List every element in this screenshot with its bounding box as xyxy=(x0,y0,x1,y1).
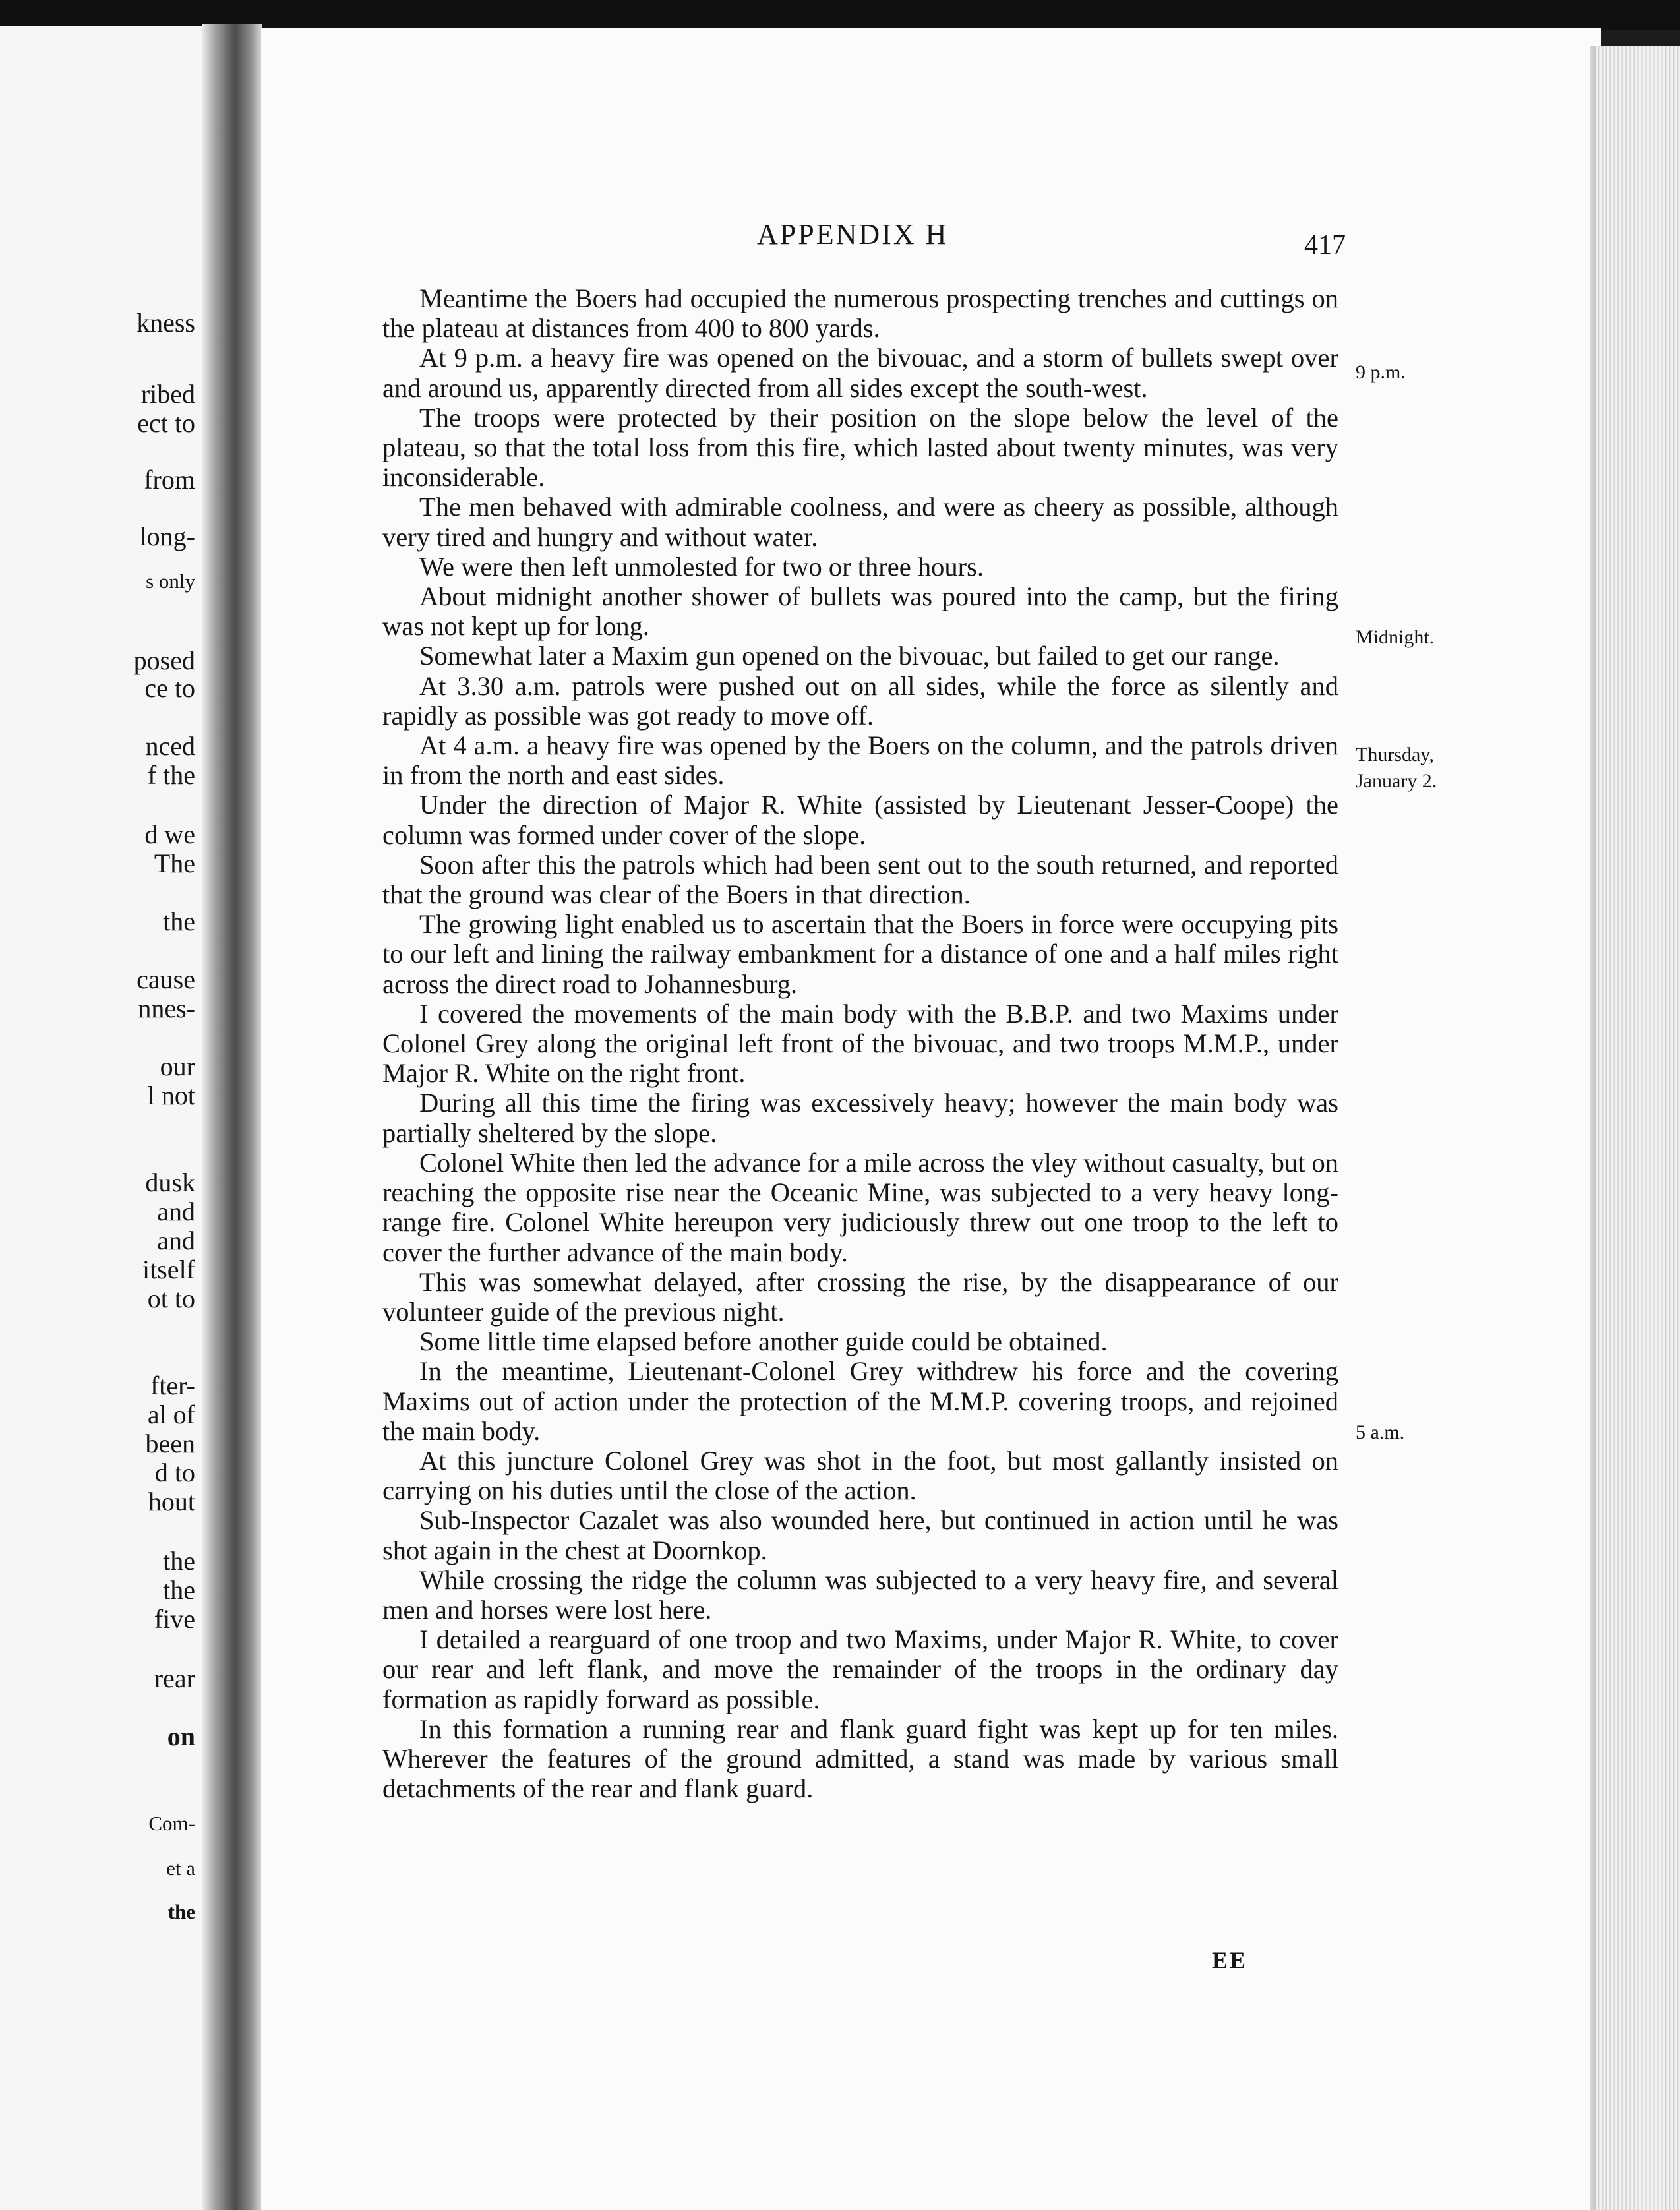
paragraph: Meantime the Boers had occupied the numerous prospecting trenches and cuttings on the plateau at distances from 400 to 800 yards. xyxy=(382,284,1338,343)
signature-mark: EE xyxy=(1212,1947,1248,1973)
left-page-fragment: et a xyxy=(166,1857,195,1880)
paragraph: Somewhat later a Maxim gun opened on the bivouac, but failed to get our range. xyxy=(419,641,1280,671)
left-page-fragment: al of xyxy=(147,1400,195,1429)
margin-note-midnight: Midnight. xyxy=(1356,626,1435,648)
left-page-fragment: Com- xyxy=(148,1812,195,1835)
paragraph: At 4 a.m. a heavy fire was opened by the Boers on the column, and the patrols driven in from the north and east sides. xyxy=(382,731,1338,791)
paragraph: In the meantime, Lieutenant-Colonel Grey withdrew his force and the covering Maxims out of action under the protection of the M.M.P. covering troops, and rejoined the main body. xyxy=(382,1356,1338,1446)
page-number: 417 xyxy=(1304,230,1346,260)
page-block-edges xyxy=(1596,46,1680,2210)
left-page-fragment: on xyxy=(167,1721,195,1751)
left-page-fragment: f the xyxy=(147,760,195,790)
left-page-fragment: been xyxy=(145,1429,195,1458)
left-page-fragment: ect to xyxy=(137,408,195,438)
paragraph: We were then left unmolested for two or three hours. xyxy=(419,551,984,582)
paragraph: Sub-Inspector Cazalet was also wounded here, but continued in action until he was shot again in the chest at Doornkop. xyxy=(382,1505,1338,1565)
left-page-fragment: cause xyxy=(136,965,195,994)
left-page-fragment: from xyxy=(144,465,195,494)
paragraph: About midnight another shower of bullets was poured into the camp, but the firing was not kept up for long. xyxy=(382,582,1338,642)
left-page-fragment: s only xyxy=(146,570,195,593)
left-page-fragment: five xyxy=(154,1604,195,1634)
paragraph: The growing light enabled us to ascertain that the Boers in force were occupying pits to our left and lining the railway embankment for a distance of one and a half miles right across the direct road to Johannesburg. xyxy=(382,909,1338,999)
left-page-fragment: d to xyxy=(154,1458,195,1487)
left-page-fragment: the xyxy=(163,907,195,936)
body-text xyxy=(382,284,1338,1803)
left-page-fragment: our xyxy=(160,1052,195,1081)
margin-note-9pm: 9 p.m. xyxy=(1356,361,1406,383)
paragraph: Some little time elapsed before another guide could be obtained. xyxy=(419,1327,1108,1357)
left-page-edge xyxy=(0,26,203,2210)
left-page-fragment: nced xyxy=(145,731,195,761)
paragraph: This was somewhat delayed, after crossing the rise, by the disappearance of our volunteer guide of the previous night. xyxy=(382,1267,1338,1327)
paragraph: I covered the movements of the main body with the B.B.P. and two Maxims under Colonel Grey along the original left front of the bivouac, and two troops M.M.P., under Major R. White on the right front. xyxy=(382,998,1338,1089)
margin-note-thursday: Thursday, xyxy=(1356,744,1434,765)
left-page-fragment: and xyxy=(157,1197,195,1226)
paragraph: At this juncture Colonel Grey was shot in the foot, but most gallantly insisted on carrying on his duties until the close of the action. xyxy=(382,1445,1338,1506)
paragraph: The troops were protected by their position on the slope below the level of the plateau, so that the total loss from this fire, which lasted about twenty minutes, was very inconsiderable. xyxy=(382,402,1338,493)
left-page-fragment: nnes- xyxy=(138,994,195,1023)
paragraph: The men behaved with admirable coolness, and were as cheery as possible, although very tired and hungry and without water. xyxy=(382,492,1338,552)
left-page-fragment: posed xyxy=(133,645,195,675)
paragraph: Colonel White then led the advance for a mile across the vley without casualty, but on reaching the opposite rise near the Oceanic Mine, was subjected to a very heavy long-range fire. Colonel White hereupon very judiciously threw out one troop to the left to cover the further advance of the main body. xyxy=(382,1147,1338,1267)
paragraph: During all this time the firing was excessively heavy; however the main body was partially sheltered by the slope. xyxy=(382,1088,1338,1148)
paragraph: Under the direction of Major R. White (assisted by Lieutenant Jesser-Coope) the column was formed under cover of the slope. xyxy=(382,790,1338,850)
paragraph: At 9 p.m. a heavy fire was opened on the bivouac, and a storm of bullets swept over and around us, apparently directed from all sides except the south-west. xyxy=(382,343,1338,403)
left-page-fragment: the xyxy=(163,1546,195,1576)
paragraph: In this formation a running rear and flank guard fight was kept up for ten miles. Wherever the features of the ground admitted, a stand was made by various small detachments of the rear and flank guard. xyxy=(382,1714,1338,1804)
left-page-fragment: dusk xyxy=(145,1168,195,1197)
left-page-fragment: rear xyxy=(154,1663,195,1693)
left-page-fragment: kness xyxy=(136,308,195,338)
book-gutter-shadow xyxy=(202,24,262,2210)
margin-note-january: January 2. xyxy=(1356,770,1437,792)
left-page-fragment: ribed xyxy=(140,379,195,409)
running-head: APPENDIX H xyxy=(757,218,949,251)
left-page-fragment: long- xyxy=(139,522,195,551)
left-page-fragment: hout xyxy=(148,1487,195,1516)
left-page-fragment: l not xyxy=(147,1081,195,1110)
left-page-fragment: itself xyxy=(142,1255,195,1284)
margin-note-5am: 5 a.m. xyxy=(1356,1421,1405,1443)
left-page-fragment: fter- xyxy=(150,1371,195,1400)
paragraph: While crossing the ridge the column was subjected to a very heavy fire, and several men and horses were lost here. xyxy=(382,1565,1338,1625)
left-page-fragment: ce to xyxy=(144,673,195,703)
left-page-fragment: and xyxy=(157,1226,195,1255)
paragraph: At 3.30 a.m. patrols were pushed out on all sides, while the force as silently and rapidly as possible was got ready to move off. xyxy=(382,671,1338,731)
left-page-fragment: d we xyxy=(144,820,195,849)
paragraph: Soon after this the patrols which had been sent out to the south returned, and reported that the ground was clear of the Boers in that direction. xyxy=(382,849,1338,910)
left-page-fragment: The xyxy=(154,849,195,878)
left-page-fragment: the xyxy=(167,1900,195,1923)
left-page-fragment: the xyxy=(163,1575,195,1605)
paragraph: I detailed a rearguard of one troop and two Maxims, under Major R. White, to cover our rear and left flank, and move the remainder of the troops in the ordinary day formation as rapidly forward as possible. xyxy=(382,1625,1338,1714)
left-page-fragment: ot to xyxy=(147,1284,195,1313)
